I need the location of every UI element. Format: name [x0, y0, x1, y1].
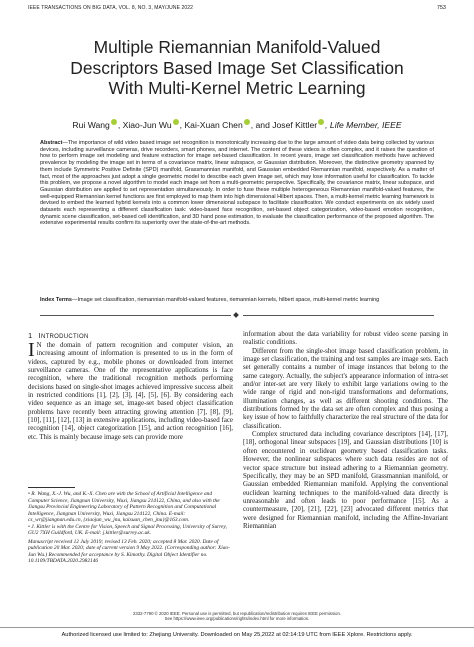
orcid-icon[interactable]: [173, 119, 179, 125]
section-title-rest: NTRODUCTION: [40, 334, 89, 340]
copyright-line: 2332-7790 © 2020 IEEE. Personal use is permitted, but republication/redistribution requires IEEE permission.: [132, 611, 342, 616]
index-terms: [40, 297, 434, 304]
paper-title: [20, 37, 454, 99]
title-line: Multiple Riemannian Manifold-Valued: [93, 37, 381, 57]
footnote: • J. Kittler is with the Centre for Vision, Speech and Signal Processing, University of Surrey, GU2 7XH Guildford, UK. E-mail: j.kittler@surrey.ac.uk.: [28, 523, 227, 536]
manuscript-history: Manuscript received 12 July 2019; revised 13 Feb. 2020; accepted 8 Mar. 2020. Date of publication 20 Mar. 2020; date of current version 9 May 2022. (Corresponding author: Xiao-Jun Wu.) Recommended for acceptance by S. Kimothy. Digital Object Identifier no. 10.1109/TBDATA.2020.2982146: [28, 538, 230, 564]
footer-divider: [0, 627, 474, 628]
diamond-icon: [233, 312, 239, 318]
index-terms-text: —Image set classification, riemannian manifold-valued features, riemannian kernels, hilbert space, multi-kernel metric learning: [72, 297, 380, 303]
title-line: Descriptors Based Image Set Classification: [70, 57, 404, 78]
orcid-icon[interactable]: [244, 119, 250, 125]
page-number: 753: [436, 5, 446, 11]
license-notice: Authorized licensed use limited to: Zhejiang University. Downloaded on May 25,2022 at 02:14:19 UTC from IEEE Xplore. Restrictions apply.: [61, 632, 413, 638]
orcid-icon[interactable]: [111, 119, 117, 125]
footnote-rule: [28, 487, 75, 488]
running-head: IEEE TRANSACTIONS ON BIG DATA, VOL. 8, NO. 3, MAY/JUNE 2022: [28, 5, 194, 11]
body-paragraph: information about the data variability for robust video scene parsing in realistic conditions.: [243, 331, 448, 347]
title-line: With Multi-Kernel Metric Learning: [108, 78, 366, 98]
left-column: [28, 339, 233, 442]
abstract-text: —The importance of wild video based image set recognition is monotonically increasing due to the large amount of video data being collected by various devices, including surveillance cameras, drive recorders, smart phones, and internet. The content of these videos is often complex, and it raises the question of how to perform image set modeling and feature extraction for image set-based classification. In recent years, image set classification methods have achieved prevalence by modeling the image set in terms of a covariance matrix, linear subspace, or Gaussian distribution. Moreover, the distinctive geometry spanned by them include Symmetric Positive Definite (SPD) manifold, Grassmannian manifold, and Gaussian embedded Riemannian manifold, respectively. As a matter of fact, most of the approaches just adopt a single geometric model to describe each given image set, which may lose information useful for classification. To tackle this problem, we propose a novel algorithm to model each image set from a multi-geometric perspective. Specifically, the covariance matrix, linear subspace, and Gaussian distribution are applied to set representation simultaneously. In order to fuse these multiple heterogeneous Riemannian manifold-valued features, the well-equipped Riemannian kernel functions are first employed to map them into high dimensional Hilbert spaces. Then, a multi-kernel metric learning framework is devised to embed the learned hybrid kernels into a common lower dimensional subspace to facilitate classification. We conduct experiments on six widely used datasets each representing a different classification task: video-based face recognition, set-based object categorization, video-based emotion recognition, dynamic scene classification, set-based cell identification, and 3D hand pose estimation, to evaluate the classification performance of the proposed algorithm. The extensive experimental results confirm its superiority over the state-of-the-art methods.: [40, 140, 434, 227]
body-paragraph: N the domain of pattern recognition and computer vision, an increasing amount of information is presented to us in the form of videos, captured by e.g., mobile phones or downloaded from internet surveillance cameras. One of the representative applications is face recognition, where the traditional recognition methods performing decisions based on single-shot images achieved impressive success albeit in restricted conditions [1], [2], [3], [4], [5], [6]. By considering each video sequence as an image set, image-set based object classification problems have recently been attracting growing attention [7], [8], [9], [10], [11], [12], [13] in extensive applications, including video-based face recognition [14], object categorization [15], and action recognition [16], etc. This is mainly because image sets can provide more: [28, 342, 233, 441]
copyright-line: See https://www.ieee.org/publications/rights/index.html for more information.: [164, 616, 310, 622]
index-terms-label: Index Terms: [40, 297, 72, 303]
section-number: 1: [28, 331, 33, 340]
separator-line: [243, 315, 434, 316]
right-column: [243, 331, 448, 531]
author-name: , and Josef Kittler: [250, 120, 318, 130]
footnote: • R. Wang, X.-J. Wu, and K.-X. Chen are with the School of Artificial Intelligence and Computer Science, Jiangnan University, Wuxi, Jiangsu 214122, China, and also with the Jiangsu Provincial Engineering Laboratory of Pattern Recognition and Computational Intelligence, Jiangnan University, Wuxi, Jiangsu 214122, China. E-mail: cs_wr@jiangnan.edu.cn, {xiaojun_wu_jnu, kaixuan_chen_jnu}@163.com.: [28, 491, 220, 523]
body-paragraph: Complex structured data including covariance descriptors [14], [17], [18], orthogonal linear subspaces [19], and Gaussian distributions [10] is often encountered in euclidean geometry based classification tasks. However, the nonlinear subspaces where such data resides are not of vector space structure but instead adhering to a Riemannian geometry. Specifically, they may be an SPD manifold, Grassmannian manifold, or Gaussian embedded Riemannian manifold. Applying the conventional euclidean learning techniques to the manifold-valued data directly is unreasonable and often leads to poor performance [15]. As a countermeasure, [20], [21], [22], [23] advocated different metrics that were designed for Riemannian manifold, including the Affine-Invariant Riemannian: [243, 431, 448, 530]
separator-line: [40, 315, 231, 316]
abstract-label: Abstract: [40, 140, 63, 146]
author-membership: , Life Member, IEEE: [325, 120, 402, 130]
author-name: , Kai-Xuan Chen: [179, 120, 243, 130]
footnote-text: J. Kittler is with the Centre for Vision, Speech and Signal Processing, University of Surrey, GU2 7XH Guildford, UK. E-mail: j.kittler@surrey.ac.uk.: [28, 523, 227, 536]
body-paragraph: Different from the single-shot image based classification problem, in image set classification, the training and test samples are image sets. Each set generally contains a number of image instances that belong to the same category. Actually, the subject's appearance information of intra-set and/or inter-set are very likely to exhibit large variations owing to the wide range of rigid and non-rigid transformations and deformations, illumination changes, as well as different shooting conditions. The distributions formed by the data set are often complex and thus posing a key issue of how to faithfully characterize the real structure of the data for classification.: [243, 347, 448, 430]
copyright-notice: [20, 611, 454, 622]
author-list: [20, 119, 454, 130]
footnotes: [28, 491, 233, 565]
orcid-icon[interactable]: [318, 119, 324, 125]
section-separator: [40, 312, 434, 318]
drop-cap: I: [28, 339, 35, 361]
section-title-initial: I: [38, 331, 41, 340]
abstract: [40, 140, 434, 227]
footnote-text: R. Wang, X.-J. Wu, and K.-X. Chen are with the School of Artificial Intelligence and Computer Science, Jiangnan University, Wuxi, Jiangsu 214122, China, and also with the Jiangsu Provincial Engineering Laboratory of Pattern Recognition and Computational Intelligence, Jiangnan University, Wuxi, Jiangsu 214122, China. E-mail: cs_wr@jiangnan.edu.cn, {xiaojun_wu_jnu, kaixuan_chen_jnu}@163.com.: [28, 491, 220, 523]
author-name: Rui Wang: [72, 120, 110, 130]
author-name: , Xiao-Jun Wu: [117, 120, 172, 130]
section-heading: [28, 331, 89, 340]
